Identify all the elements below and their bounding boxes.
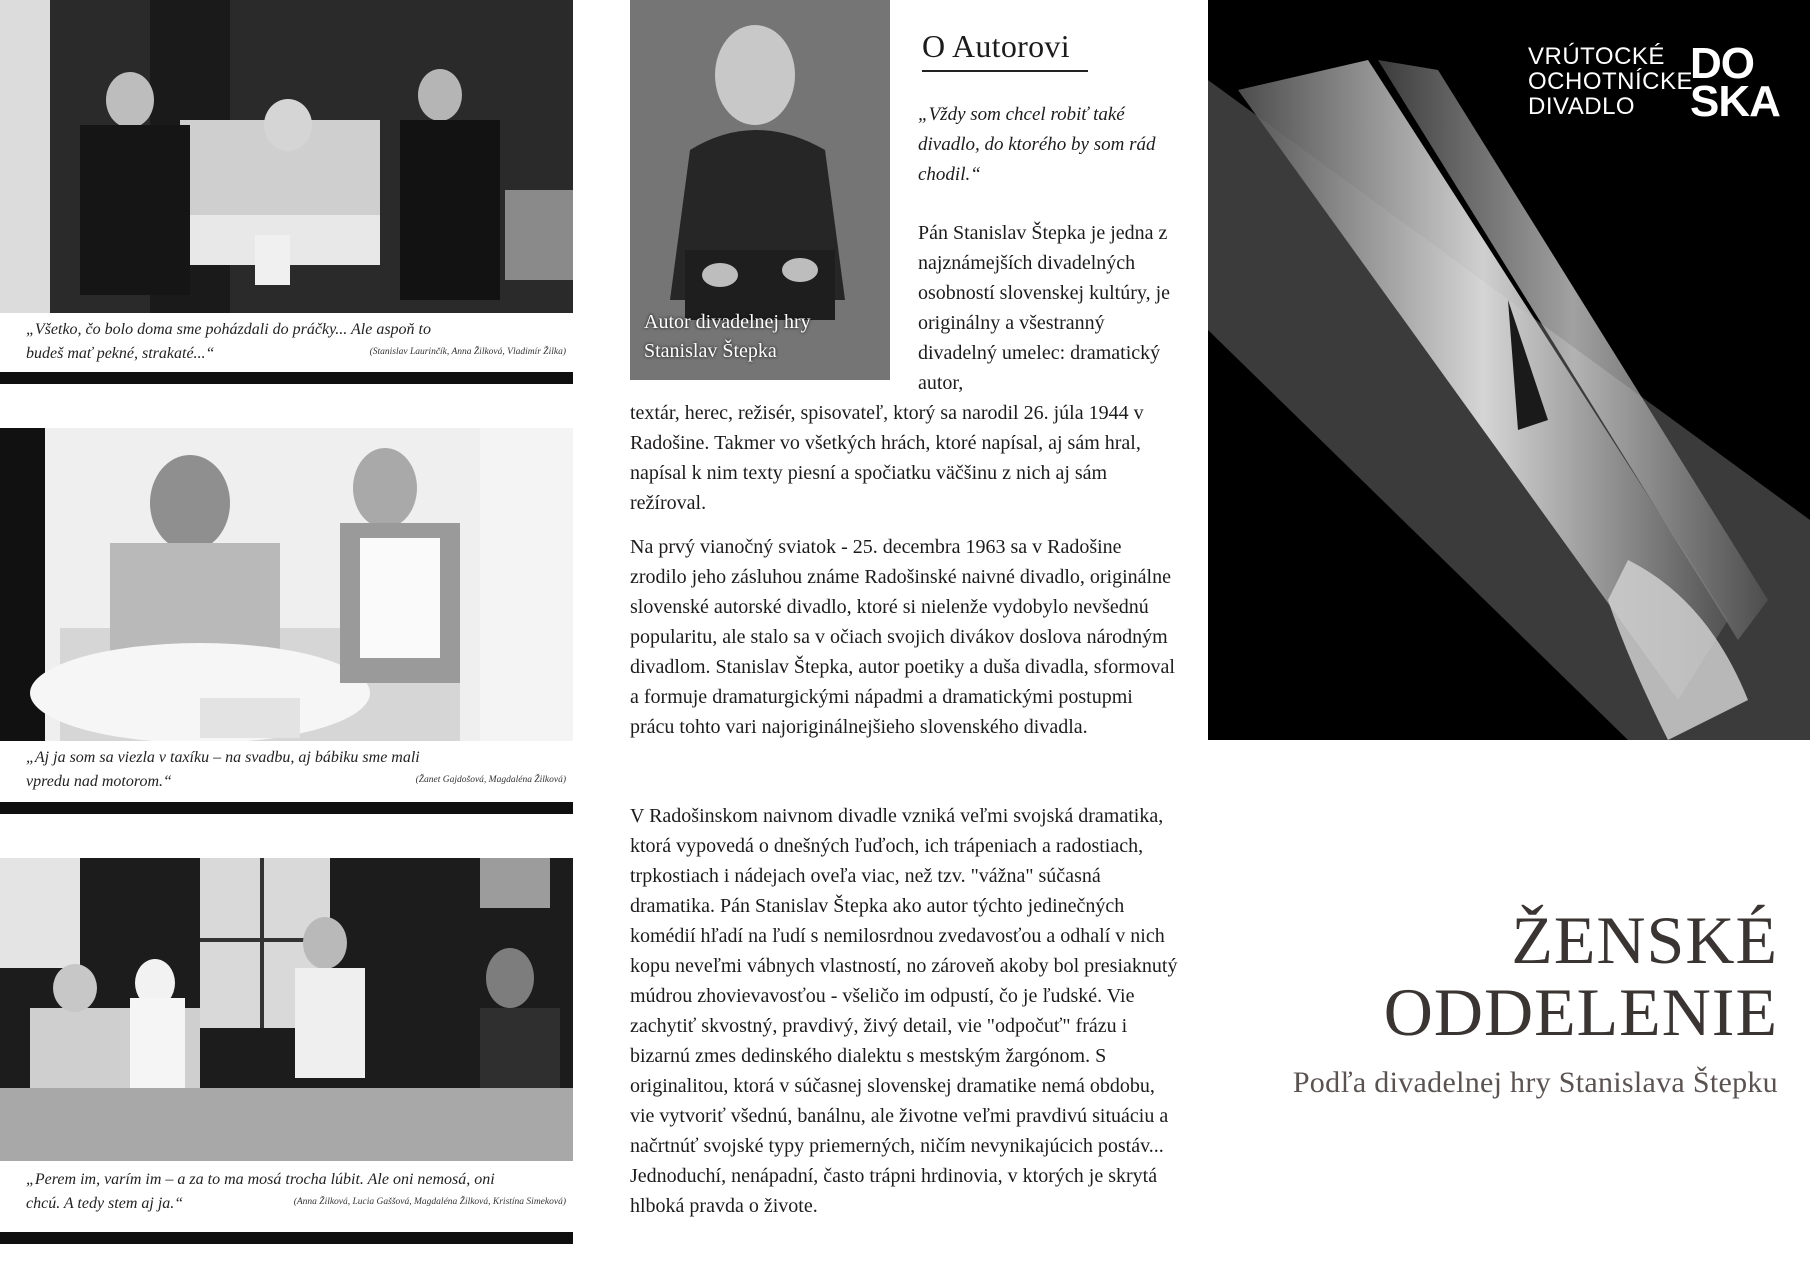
photo-2-bottom-strip xyxy=(0,802,573,814)
logo-mark-1: DO xyxy=(1690,39,1754,88)
play-title xyxy=(1384,904,1778,1048)
stage-photo-1 xyxy=(0,0,573,313)
bio-paragraph-2: Na prvý vianočný sviatok - 25. decembra 1963 sa v Radošine zrodilo jeho zásluhou známe Radošinské naivné divadlo, originálne slovenské autorské divadlo, ktoré si nielenže vydobylo nevšednú popularitu, ale stalo sa v očiach svojich divákov doslova národným divadlom. Stanislav Štepka, autor poetiky a duša divadla, sformoval a formuje dramaturgickými nápadmi a dramatickými postupmi prácu tohto vari najoriginálnejšieho slovenského divadla. xyxy=(630,536,1175,738)
bio-paragraph-1-continued: textár, herec, režisér, spisovateľ, ktorý sa narodil 26. júla 1944 v Radošine. Takmer vo všetkých hrách, ktoré napísal, aj sám hral, napísal k nim texty piesní a spočiatku väčšinu z nich aj sám režíroval. xyxy=(630,402,1144,514)
photo-2-caption-text: „Aj ja som sa viezla v taxíku – na svadbu, aj bábiku sme mali vpredu nad motorom.“ xyxy=(26,749,420,790)
photo-3-credit: (Anna Žilková, Lucia Gaššová, Magdaléna Žilková, Kristína Simeková) xyxy=(293,1197,566,1207)
photo-2-credit: (Žanet Gajdošová, Magdaléna Žilková) xyxy=(415,775,566,785)
stage-photo-2-image xyxy=(0,428,573,741)
photo-3-bottom-strip xyxy=(0,1232,573,1244)
photo-1-credit: (Stanislav Laurinčík, Anna Žilková, Vladimír Žilka) xyxy=(369,347,566,357)
logo-line-2: OCHOTNÍCKE xyxy=(1528,68,1694,95)
logo-line-1: VRÚTOCKÉ xyxy=(1528,43,1665,70)
play-title-line-2: ODDELENIE xyxy=(1383,974,1778,1050)
stage-photo-1-image xyxy=(0,0,573,313)
photo-2-caption xyxy=(26,746,566,794)
author-quote: „Vždy som chcel robiť také divadlo, do ktorého by som rád chodil.“ xyxy=(918,104,1156,185)
author-photo xyxy=(630,0,890,380)
stage-photo-2 xyxy=(0,428,573,741)
play-subtitle: Podľa divadelnej hry Stanislava Štepku xyxy=(1292,1066,1778,1099)
photo-3-caption xyxy=(26,1168,566,1216)
stage-photo-3 xyxy=(0,858,573,1161)
photo-1-bottom-strip xyxy=(0,372,573,384)
logo-line-3: DIVADLO xyxy=(1528,93,1636,120)
theatre-logo xyxy=(1528,39,1786,126)
section-title: O Autorovi xyxy=(922,28,1070,64)
author-photo-label: Autor divadelnej hry Stanislav Štepka xyxy=(644,311,811,362)
photo-1-caption-text: „Všetko, čo bolo doma sme poházdali do práčky... Ale aspoň to budeš mať pekné, strakaté...“ xyxy=(26,321,431,362)
play-title-line-1: ŽENSKÉ xyxy=(1511,902,1778,978)
photo-3-caption-text: „Perem im, varím im – a za to ma mosá trocha lúbit. Ale oni nemosá, oni chcú. A tedy stem aj ja.“ xyxy=(26,1171,495,1212)
bio-paragraph-3: V Radošinskom naivnom divadle vzniká veľmi svojská dramatika, ktorá vypovedá o dnešných ľuďoch, ich trápeniach a radostiach, trpkostiach i nádejach oveľa viac, než tzv. "vážna" súčasná dramatika. Pán Stanislav Štepka ako autor týchto jedinečných komédií hľadí na ľudí s nemilosrdnou zvedavosťou a odhalí v nich kopu neveľmi vábnych vlastností, no zároveň akoby bol presiaknutý múdrou zhovievavosťou - všeličo im odpustí, čo je ľudské. Vie zachytiť skvostný, pravdivý, živý detail, vie "odpočuť" frázu i bizarnú zmes dedinského dialektu s mestským žargónom. S originalitou, ktorá v súčasnej slovenskej dramatike nemá obdobu, vie vytvoriť všednú, banálnu, ale životne veľmi pravdivú situáciu a načrtnúť svojské typy priemerných, ničím nevynikajúcich postáv... Jednoduchí, nenápadní, často trápni hrdinovia, v ktorých je skrytá hlboká pravda o živote. xyxy=(630,805,1178,1217)
stage-photo-3-image xyxy=(0,858,573,1161)
logo-mark-2: SKA xyxy=(1690,77,1780,126)
bio-paragraph-1-intro: Pán Stanislav Štepka je jedna z najznámejších divadelných osobností slovenskej kultúry, je originálny a všestranný divadelný umelec: dramatický autor, xyxy=(918,222,1171,394)
photo-1-caption xyxy=(26,318,566,366)
section-title-underline xyxy=(922,70,1088,72)
